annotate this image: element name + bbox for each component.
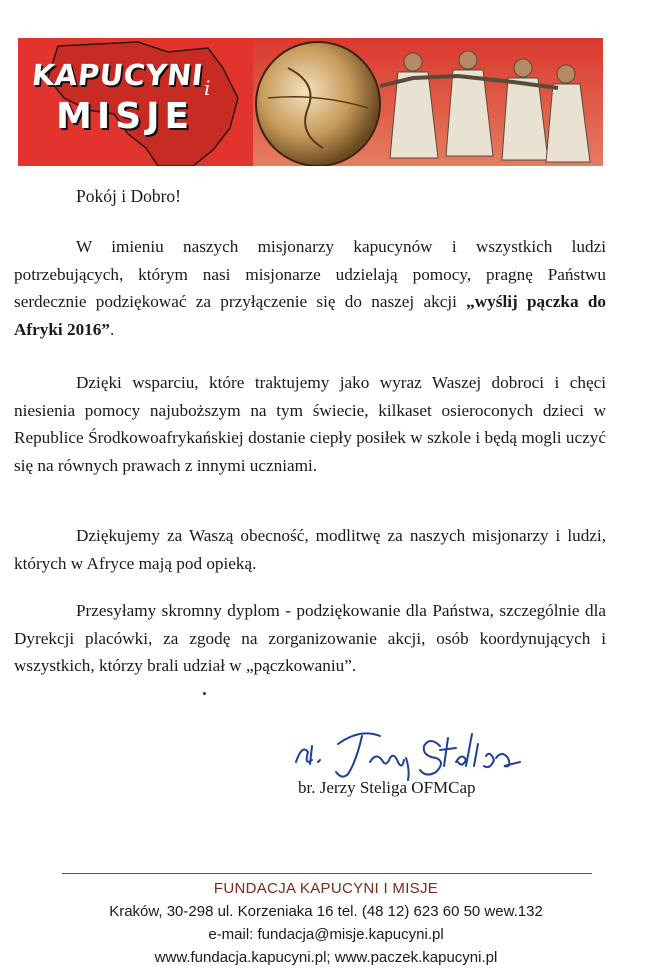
header-banner bbox=[18, 38, 603, 166]
paragraph-1 bbox=[14, 233, 606, 343]
ink-dot bbox=[203, 692, 206, 695]
logo-text-i: i bbox=[204, 76, 211, 100]
logo-text-misje: MISJE bbox=[56, 96, 195, 137]
paragraph-4: Przesyłamy skromny dyplom - podziękowanie dla Państwa, szczególnie dla Dyrekcji placówki, za zgodę na zorganizowanie akcji, osób koordynujących i wszystkich, którzy brali udział w „pączkowaniu”. bbox=[14, 601, 606, 675]
paragraph-3: Dziękujemy za Waszą obecność, modlitwę za naszych misjonarzy i ludzi, których w Afryce mają pod opieką. bbox=[14, 526, 606, 573]
letter-greeting: Pokój i Dobro! bbox=[76, 186, 181, 206]
footer-email: e-mail: fundacja@misje.kapucyni.pl bbox=[208, 926, 444, 943]
logo-text-kapucyni: KAPUCYNI bbox=[30, 58, 205, 92]
paragraph-2: Dzięki wsparciu, które traktujemy jako wyraz Waszej dobroci i chęci niesienia pomocy najuboższym na tym świecie, kilkaset osieroconych dzieci w Republice Środkowoafrykańskiej dostanie ciepły posiłek w szkole i będą mogli uczyć się na równych prawach z innymi uczniami. bbox=[14, 373, 606, 475]
footer-divider bbox=[62, 873, 592, 874]
footer-websites: www.fundacja.kapucyni.pl; www.paczek.kapucyni.pl bbox=[154, 949, 498, 966]
footer-org-name: FUNDACJA KAPUCYNI I MISJE bbox=[213, 880, 439, 897]
globe-icon bbox=[256, 42, 380, 166]
paragraph-1-end: . bbox=[109, 319, 115, 339]
signer-name: br. Jerzy Steliga OFMCap bbox=[298, 778, 476, 797]
paragraph-1-text: W imieniu naszych misjonarzy kapucynów i wszystkich ludzi potrzebujących, którym nasi misjonarze udzielają pomocy, pragnę Państwu serdecznie podziękować za przyłączenie się do naszej akcji bbox=[14, 237, 606, 311]
footer-address: Kraków, 30-298 ul. Korzeniaka 16 tel. (48 12) 623 60 50 wew.132 bbox=[109, 903, 543, 920]
handwritten-signature bbox=[290, 722, 540, 782]
campaign-name: „wyślij pączka do Afryki 2016” bbox=[14, 292, 606, 339]
